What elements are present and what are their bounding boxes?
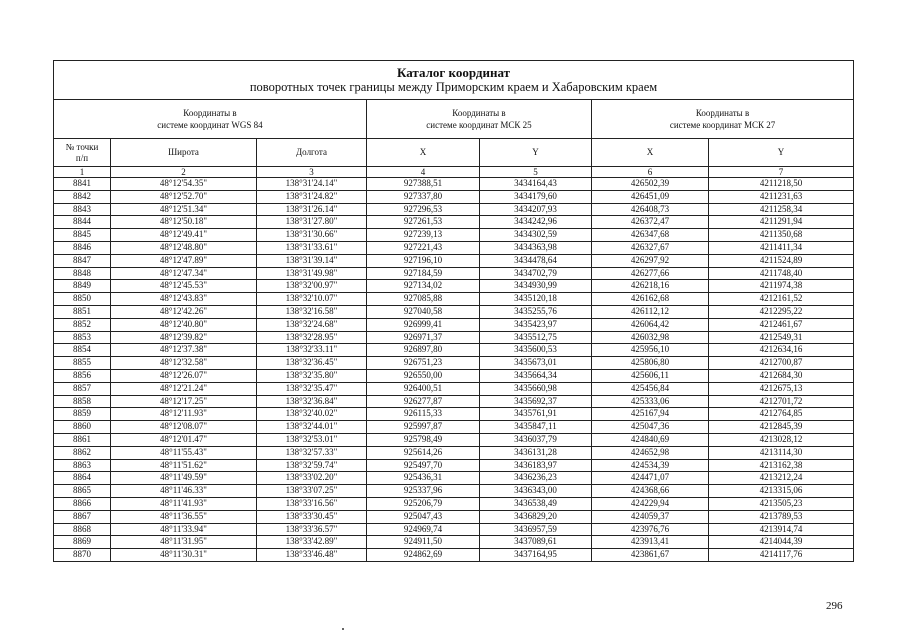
table-row: [54, 254, 854, 267]
y-msk25-cell: 3434164,43: [480, 178, 592, 191]
longitude-cell: 138°31'24.82": [257, 190, 367, 203]
longitude-cell: 138°32'35.80": [257, 369, 367, 382]
y-msk27-cell: 4212161,52: [709, 293, 854, 306]
y-msk27-cell: 4211218,50: [709, 178, 854, 191]
point-number-cell: 8844: [54, 216, 111, 229]
latitude-cell: 48°12'11.93": [111, 408, 257, 421]
header-y-msk25: Y: [480, 139, 592, 167]
header-msk25: [367, 100, 592, 139]
latitude-cell: 48°12'48.80": [111, 241, 257, 254]
header-longitude: Долгота: [257, 139, 367, 167]
y-msk27-cell: 4212700,87: [709, 357, 854, 370]
y-msk25-cell: 3434207,93: [480, 203, 592, 216]
latitude-cell: 48°12'26.07": [111, 369, 257, 382]
longitude-cell: 138°32'35.47": [257, 382, 367, 395]
longitude-cell: 138°31'24.14": [257, 178, 367, 191]
x-msk25-cell: 927221,43: [367, 241, 480, 254]
y-msk25-cell: 3437089,61: [480, 536, 592, 549]
table-row: [54, 216, 854, 229]
y-msk27-cell: 4212634,16: [709, 344, 854, 357]
y-msk25-cell: 3434930,99: [480, 280, 592, 293]
point-number-cell: 8869: [54, 536, 111, 549]
x-msk27-cell: 426372,47: [592, 216, 709, 229]
latitude-cell: 48°12'47.89": [111, 254, 257, 267]
x-msk25-cell: 924969,74: [367, 523, 480, 536]
point-number-cell: 8857: [54, 382, 111, 395]
longitude-cell: 138°33'46.48": [257, 549, 367, 562]
x-msk27-cell: 425456,84: [592, 382, 709, 395]
column-number-row: [54, 167, 854, 178]
longitude-cell: 138°31'30.66": [257, 229, 367, 242]
table-row: [54, 421, 854, 434]
longitude-cell: 138°33'02.20": [257, 472, 367, 485]
latitude-cell: 48°12'43.83": [111, 293, 257, 306]
y-msk25-cell: 3435761,91: [480, 408, 592, 421]
latitude-cell: 48°12'52.70": [111, 190, 257, 203]
x-msk27-cell: 425167,94: [592, 408, 709, 421]
table-row: [54, 536, 854, 549]
latitude-cell: 48°12'49.41": [111, 229, 257, 242]
x-msk27-cell: 424840,69: [592, 433, 709, 446]
longitude-cell: 138°31'39.14": [257, 254, 367, 267]
table-row: [54, 293, 854, 306]
latitude-cell: 48°12'42.26": [111, 305, 257, 318]
column-number: 4: [367, 167, 480, 178]
x-msk25-cell: 926550,00: [367, 369, 480, 382]
x-msk25-cell: 924911,50: [367, 536, 480, 549]
header-wgs84-line1: Координаты в: [183, 108, 237, 118]
y-msk27-cell: 4211748,40: [709, 267, 854, 280]
x-msk25-cell: 925047,43: [367, 510, 480, 523]
point-number-cell: 8868: [54, 523, 111, 536]
point-number-cell: 8843: [54, 203, 111, 216]
header-msk27-line2: системе координат МСК 27: [669, 120, 776, 130]
latitude-cell: 48°11'46.33": [111, 485, 257, 498]
table-row: [54, 472, 854, 485]
x-msk27-cell: 425956,10: [592, 344, 709, 357]
table-row: [54, 241, 854, 254]
y-msk27-cell: 4211524,89: [709, 254, 854, 267]
latitude-cell: 48°11'30.31": [111, 549, 257, 562]
table-row: [54, 395, 854, 408]
x-msk25-cell: 925206,79: [367, 497, 480, 510]
x-msk25-cell: 927134,02: [367, 280, 480, 293]
y-msk27-cell: 4211974,38: [709, 280, 854, 293]
table-row: [54, 305, 854, 318]
table-row: [54, 497, 854, 510]
latitude-cell: 48°12'08.07": [111, 421, 257, 434]
point-number-cell: 8858: [54, 395, 111, 408]
longitude-cell: 138°32'57.33": [257, 446, 367, 459]
point-number-cell: 8855: [54, 357, 111, 370]
x-msk25-cell: 927296,53: [367, 203, 480, 216]
x-msk25-cell: 927239,13: [367, 229, 480, 242]
y-msk25-cell: 3437164,95: [480, 549, 592, 562]
table-row: [54, 178, 854, 191]
longitude-cell: 138°32'36.84": [257, 395, 367, 408]
x-msk25-cell: 924862,69: [367, 549, 480, 562]
y-msk25-cell: 3436343,00: [480, 485, 592, 498]
longitude-cell: 138°33'07.25": [257, 485, 367, 498]
point-number-cell: 8850: [54, 293, 111, 306]
longitude-cell: 138°32'16.58": [257, 305, 367, 318]
catalog-subtitle: поворотных точек границы между Приморским краем и Хабаровским краем: [249, 80, 658, 94]
y-msk27-cell: 4212461,67: [709, 318, 854, 331]
point-number-cell: 8861: [54, 433, 111, 446]
y-msk25-cell: 3435255,76: [480, 305, 592, 318]
page-number: 296: [826, 600, 843, 612]
longitude-cell: 138°32'59.74": [257, 459, 367, 472]
point-number-cell: 8864: [54, 472, 111, 485]
longitude-cell: 138°32'44.01": [257, 421, 367, 434]
longitude-cell: 138°32'36.45": [257, 357, 367, 370]
coordinate-rows: [54, 178, 854, 562]
y-msk27-cell: 4213028,12: [709, 433, 854, 446]
y-msk27-cell: 4211291,94: [709, 216, 854, 229]
table-row: [54, 433, 854, 446]
latitude-cell: 48°11'51.62": [111, 459, 257, 472]
table-row: [54, 459, 854, 472]
header-wgs84: [54, 100, 367, 139]
latitude-cell: 48°12'17.25": [111, 395, 257, 408]
x-msk25-cell: 925614,26: [367, 446, 480, 459]
y-msk25-cell: 3436538,49: [480, 497, 592, 510]
point-number-cell: 8851: [54, 305, 111, 318]
y-msk27-cell: 4213162,38: [709, 459, 854, 472]
latitude-cell: 48°12'51.34": [111, 203, 257, 216]
x-msk27-cell: 426408,73: [592, 203, 709, 216]
y-msk25-cell: 3435120,18: [480, 293, 592, 306]
x-msk27-cell: 423861,67: [592, 549, 709, 562]
y-msk25-cell: 3435423,97: [480, 318, 592, 331]
y-msk25-cell: 3436131,28: [480, 446, 592, 459]
latitude-cell: 48°11'36.55": [111, 510, 257, 523]
column-number: 2: [111, 167, 257, 178]
point-number-cell: 8867: [54, 510, 111, 523]
point-number-cell: 8860: [54, 421, 111, 434]
table-row: [54, 549, 854, 562]
latitude-cell: 48°11'49.59": [111, 472, 257, 485]
y-msk27-cell: 4212549,31: [709, 331, 854, 344]
table-row: [54, 344, 854, 357]
latitude-cell: 48°12'01.47": [111, 433, 257, 446]
table-row: [54, 446, 854, 459]
x-msk27-cell: 426218,16: [592, 280, 709, 293]
x-msk25-cell: 925798,49: [367, 433, 480, 446]
header-latitude: Широта: [111, 139, 257, 167]
point-number-cell: 8865: [54, 485, 111, 498]
point-number-cell: 8856: [54, 369, 111, 382]
latitude-cell: 48°11'31.95": [111, 536, 257, 549]
latitude-cell: 48°11'33.94": [111, 523, 257, 536]
x-msk25-cell: 926277,87: [367, 395, 480, 408]
header-point-no-line1: № точки: [65, 141, 99, 152]
point-number-cell: 8859: [54, 408, 111, 421]
y-msk25-cell: 3436037,79: [480, 433, 592, 446]
table-row: [54, 357, 854, 370]
header-point-no: [54, 139, 111, 167]
y-msk25-cell: 3436829,20: [480, 510, 592, 523]
x-msk25-cell: 926971,37: [367, 331, 480, 344]
x-msk25-cell: 927196,10: [367, 254, 480, 267]
table-row: [54, 229, 854, 242]
catalog-title: Каталог координат: [397, 65, 511, 80]
longitude-cell: 138°33'16.56": [257, 497, 367, 510]
header-wgs84-line2: системе координат WGS 84: [157, 120, 263, 130]
y-msk25-cell: 3435673,01: [480, 357, 592, 370]
header-msk25-line2: системе координат МСК 25: [426, 120, 532, 130]
table-row: [54, 523, 854, 536]
x-msk27-cell: 423913,41: [592, 536, 709, 549]
x-msk27-cell: 426451,09: [592, 190, 709, 203]
longitude-cell: 138°31'27.80": [257, 216, 367, 229]
longitude-cell: 138°31'26.14": [257, 203, 367, 216]
column-number: 1: [54, 167, 111, 178]
latitude-cell: 48°12'45.53": [111, 280, 257, 293]
table-row: [54, 267, 854, 280]
point-number-cell: 8845: [54, 229, 111, 242]
longitude-cell: 138°31'49.98": [257, 267, 367, 280]
point-number-cell: 8841: [54, 178, 111, 191]
header-msk27: [592, 100, 854, 139]
y-msk27-cell: 4211350,68: [709, 229, 854, 242]
y-msk27-cell: 4213789,53: [709, 510, 854, 523]
header-y-msk27: Y: [709, 139, 854, 167]
scan-speck: [342, 628, 344, 630]
x-msk25-cell: 926897,80: [367, 344, 480, 357]
y-msk25-cell: 3434302,59: [480, 229, 592, 242]
table-row: [54, 510, 854, 523]
x-msk27-cell: 426064,42: [592, 318, 709, 331]
y-msk25-cell: 3435512,75: [480, 331, 592, 344]
latitude-cell: 48°12'54.35": [111, 178, 257, 191]
x-msk27-cell: 426162,68: [592, 293, 709, 306]
x-msk27-cell: 426347,68: [592, 229, 709, 242]
longitude-cell: 138°32'28.95": [257, 331, 367, 344]
y-msk27-cell: 4212295,22: [709, 305, 854, 318]
x-msk27-cell: 424471,07: [592, 472, 709, 485]
y-msk25-cell: 3436236,23: [480, 472, 592, 485]
x-msk27-cell: 426297,92: [592, 254, 709, 267]
y-msk25-cell: 3435600,53: [480, 344, 592, 357]
longitude-cell: 138°33'30.45": [257, 510, 367, 523]
x-msk25-cell: 927184,59: [367, 267, 480, 280]
x-msk27-cell: 423976,76: [592, 523, 709, 536]
y-msk27-cell: 4213505,23: [709, 497, 854, 510]
y-msk27-cell: 4213315,06: [709, 485, 854, 498]
y-msk25-cell: 3434179,60: [480, 190, 592, 203]
x-msk27-cell: 426277,66: [592, 267, 709, 280]
x-msk25-cell: 926999,41: [367, 318, 480, 331]
x-msk27-cell: 424368,66: [592, 485, 709, 498]
table-row: [54, 190, 854, 203]
y-msk27-cell: 4213114,30: [709, 446, 854, 459]
y-msk27-cell: 4214117,76: [709, 549, 854, 562]
x-msk27-cell: 425806,80: [592, 357, 709, 370]
x-msk25-cell: 927337,80: [367, 190, 480, 203]
point-number-cell: 8852: [54, 318, 111, 331]
x-msk25-cell: 927388,51: [367, 178, 480, 191]
point-number-cell: 8842: [54, 190, 111, 203]
x-msk27-cell: 425606,11: [592, 369, 709, 382]
table-row: [54, 369, 854, 382]
header-x-msk25: X: [367, 139, 480, 167]
column-number: 7: [709, 167, 854, 178]
table-row: [54, 331, 854, 344]
coordinate-catalog-table: [53, 60, 854, 562]
table-row: [54, 318, 854, 331]
y-msk27-cell: 4211411,34: [709, 241, 854, 254]
y-msk27-cell: 4212764,85: [709, 408, 854, 421]
column-number: 6: [592, 167, 709, 178]
x-msk27-cell: 424534,39: [592, 459, 709, 472]
point-number-cell: 8862: [54, 446, 111, 459]
longitude-cell: 138°32'33.11": [257, 344, 367, 357]
table-row: [54, 280, 854, 293]
x-msk27-cell: 424059,37: [592, 510, 709, 523]
y-msk27-cell: 4213914,74: [709, 523, 854, 536]
point-number-cell: 8846: [54, 241, 111, 254]
y-msk27-cell: 4211258,34: [709, 203, 854, 216]
y-msk25-cell: 3436957,59: [480, 523, 592, 536]
x-msk25-cell: 925337,96: [367, 485, 480, 498]
header-msk27-line1: Координаты в: [695, 108, 750, 118]
point-number-cell: 8866: [54, 497, 111, 510]
table-row: [54, 203, 854, 216]
latitude-cell: 48°11'41.93": [111, 497, 257, 510]
point-number-cell: 8854: [54, 344, 111, 357]
x-msk25-cell: 926115,33: [367, 408, 480, 421]
point-number-cell: 8863: [54, 459, 111, 472]
x-msk27-cell: 426032,98: [592, 331, 709, 344]
latitude-cell: 48°12'39.82": [111, 331, 257, 344]
catalog-title-cell: [54, 61, 854, 100]
header-x-msk27: X: [592, 139, 709, 167]
x-msk25-cell: 927040,58: [367, 305, 480, 318]
longitude-cell: 138°32'10.07": [257, 293, 367, 306]
y-msk27-cell: 4212845,39: [709, 421, 854, 434]
y-msk25-cell: 3435692,37: [480, 395, 592, 408]
y-msk25-cell: 3435660,98: [480, 382, 592, 395]
point-number-cell: 8847: [54, 254, 111, 267]
y-msk25-cell: 3436183,97: [480, 459, 592, 472]
y-msk27-cell: 4211231,63: [709, 190, 854, 203]
x-msk27-cell: 425333,06: [592, 395, 709, 408]
x-msk27-cell: 424229,94: [592, 497, 709, 510]
table-row: [54, 408, 854, 421]
x-msk25-cell: 926400,51: [367, 382, 480, 395]
y-msk27-cell: 4214044,39: [709, 536, 854, 549]
x-msk27-cell: 426112,12: [592, 305, 709, 318]
latitude-cell: 48°11'55.43": [111, 446, 257, 459]
y-msk25-cell: 3434363,98: [480, 241, 592, 254]
column-number: 5: [480, 167, 592, 178]
point-number-cell: 8848: [54, 267, 111, 280]
longitude-cell: 138°31'33.61": [257, 241, 367, 254]
longitude-cell: 138°32'40.02": [257, 408, 367, 421]
y-msk27-cell: 4213212,24: [709, 472, 854, 485]
x-msk27-cell: 426327,67: [592, 241, 709, 254]
latitude-cell: 48°12'21.24": [111, 382, 257, 395]
x-msk25-cell: 925497,70: [367, 459, 480, 472]
latitude-cell: 48°12'50.18": [111, 216, 257, 229]
x-msk27-cell: 426502,39: [592, 178, 709, 191]
y-msk25-cell: 3435664,34: [480, 369, 592, 382]
latitude-cell: 48°12'47.34": [111, 267, 257, 280]
point-number-cell: 8870: [54, 549, 111, 562]
latitude-cell: 48°12'40.80": [111, 318, 257, 331]
y-msk25-cell: 3434242,96: [480, 216, 592, 229]
x-msk25-cell: 925436,31: [367, 472, 480, 485]
y-msk25-cell: 3435847,11: [480, 421, 592, 434]
table-row: [54, 382, 854, 395]
x-msk27-cell: 424652,98: [592, 446, 709, 459]
y-msk27-cell: 4212684,30: [709, 369, 854, 382]
longitude-cell: 138°32'00.97": [257, 280, 367, 293]
x-msk25-cell: 926751,23: [367, 357, 480, 370]
y-msk27-cell: 4212701,72: [709, 395, 854, 408]
table-row: [54, 485, 854, 498]
latitude-cell: 48°12'37.38": [111, 344, 257, 357]
x-msk25-cell: 927261,53: [367, 216, 480, 229]
y-msk25-cell: 3434702,79: [480, 267, 592, 280]
point-number-cell: 8853: [54, 331, 111, 344]
longitude-cell: 138°33'36.57": [257, 523, 367, 536]
header-msk25-line1: Координаты в: [452, 108, 506, 118]
longitude-cell: 138°32'24.68": [257, 318, 367, 331]
x-msk25-cell: 927085,88: [367, 293, 480, 306]
y-msk25-cell: 3434478,64: [480, 254, 592, 267]
longitude-cell: 138°32'53.01": [257, 433, 367, 446]
y-msk27-cell: 4212675,13: [709, 382, 854, 395]
point-number-cell: 8849: [54, 280, 111, 293]
x-msk27-cell: 425047,36: [592, 421, 709, 434]
x-msk25-cell: 925997,87: [367, 421, 480, 434]
column-number: 3: [257, 167, 367, 178]
longitude-cell: 138°33'42.89": [257, 536, 367, 549]
header-point-no-line2: п/п: [75, 152, 89, 163]
latitude-cell: 48°12'32.58": [111, 357, 257, 370]
